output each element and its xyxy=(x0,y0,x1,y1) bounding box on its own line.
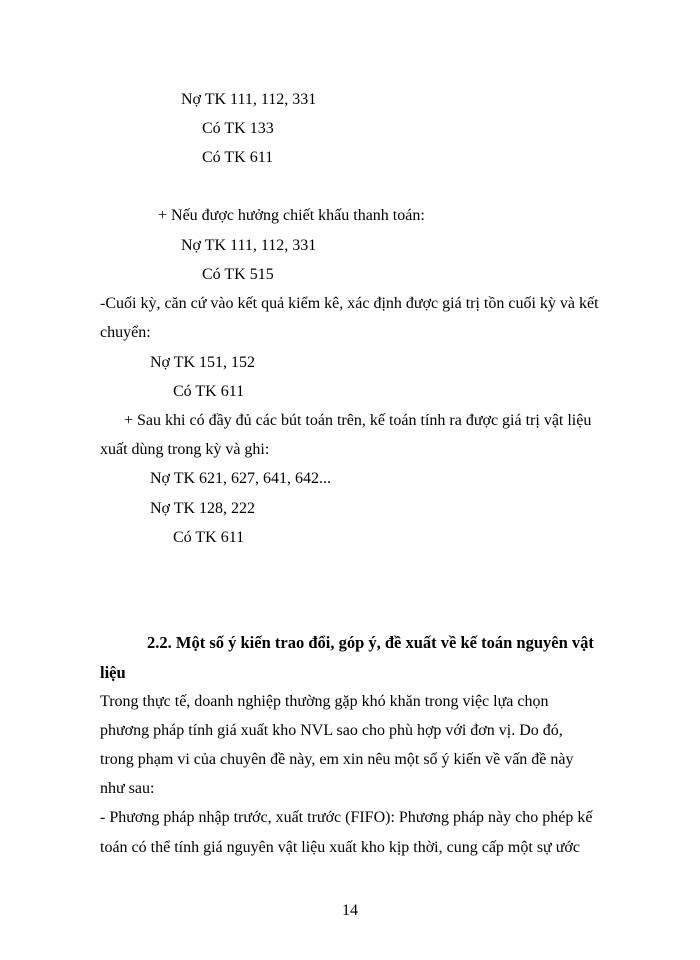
credit-entry: Có TK 515 xyxy=(202,266,274,283)
body-text-line: chuyển: xyxy=(100,324,151,341)
credit-entry: Có TK 133 xyxy=(202,120,274,137)
paragraph-line: toán có thể tính giá nguyên vật liệu xuất kho kịp thời, cung cấp một sự ước xyxy=(100,839,580,856)
debit-entry: Nợ TK 128, 222 xyxy=(150,500,256,517)
discount-heading: + Nếu được hưởng chiết khấu thanh toán: xyxy=(158,207,425,224)
debit-entry: Nợ TK 151, 152 xyxy=(150,354,256,371)
credit-entry: Có TK 611 xyxy=(173,383,245,400)
credit-entry: Có TK 611 xyxy=(173,529,245,546)
debit-entry: Nợ TK 621, 627, 641, 642... xyxy=(150,470,332,487)
credit-entry: Có TK 611 xyxy=(202,149,274,166)
paragraph-line: trong phạm vi của chuyên đề này, em xin nêu một số ý kiến về vấn đề này xyxy=(100,751,574,768)
section-title-continued: liệu xyxy=(100,663,126,682)
paragraph-line: - Phương pháp nhập trước, xuất trước (FIFO): Phương pháp này cho phép kế xyxy=(100,809,593,826)
paragraph-line: như sau: xyxy=(100,780,155,797)
debit-entry: Nợ TK 111, 112, 331 xyxy=(181,237,317,254)
body-text-line: -Cuối kỳ, căn cứ vào kết quả kiểm kê, xác định được giá trị tồn cuối kỳ và kết xyxy=(100,295,599,312)
paragraph-line: phương pháp tính giá xuất kho NVL sao cho phù hợp với đơn vị. Do đó, xyxy=(100,722,563,739)
paragraph-line: Trong thực tế, doanh nghiệp thường gặp khó khăn trong việc lựa chọn xyxy=(100,693,549,710)
body-text-line: xuất dùng trong kỳ và ghi: xyxy=(100,441,270,458)
body-text-line: + Sau khi có đầy đủ các bút toán trên, kế toán tính ra được giá trị vật liệu xyxy=(124,412,592,429)
page-number: 14 xyxy=(342,902,358,919)
section-title: 2.2. Một số ý kiến trao đổi, góp ý, đề xuất về kế toán nguyên vật xyxy=(147,633,594,652)
debit-entry: Nợ TK 111, 112, 331 xyxy=(181,91,317,108)
